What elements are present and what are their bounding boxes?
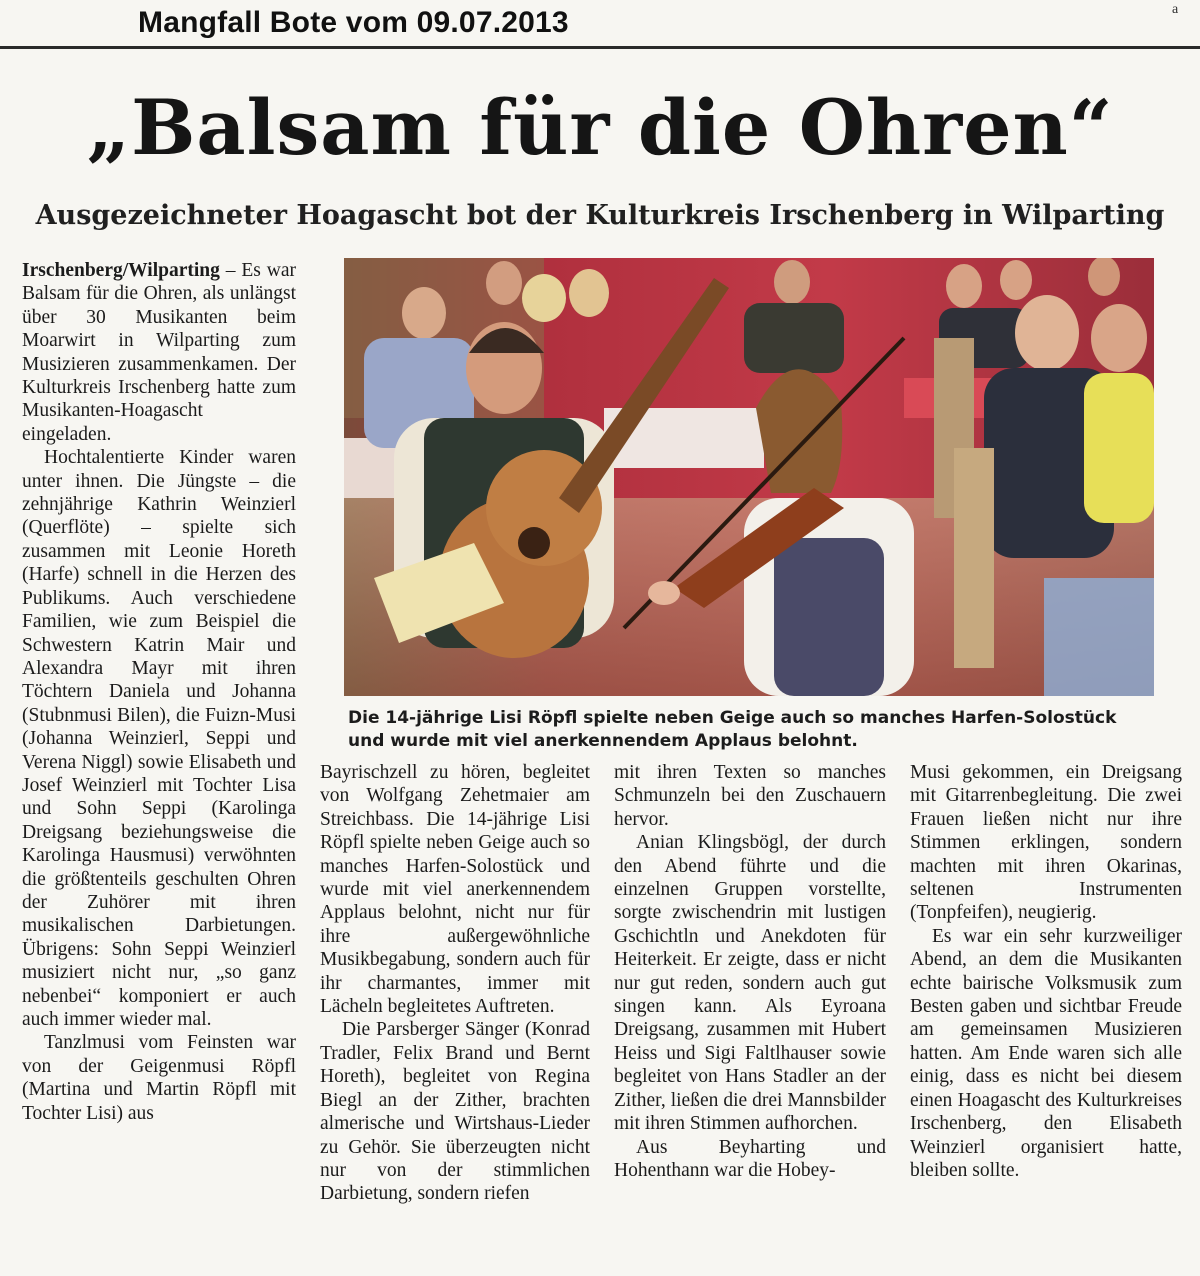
paragraph-4-continued: mit ihren Texten so manches Schmunzeln bei den Zuschauern hervor. [614, 762, 886, 830]
paragraph-3-continued: Bayrischzell zu hören, begleitet von Wolfgang Zehetmaier am Streichbass. Die 14-jährige Lisi Röpfl spielte neben Geige auch so manches Harfen-Solostück und wurde mit viel anerkennendem Applaus belohnt, nicht nur für ihre außergewöhnliche Musikbegabung, sondern auch für ihr charmantes, immer mit Lächeln begleitetes Auftreten. [320, 762, 590, 1018]
article-photo [344, 258, 1154, 696]
paragraph-1-text: – Es war Balsam für die Ohren, als unlängst über 30 Musikanten beim Moarwirt in Wilparting zum Musizieren zusammenkamen. Der Kulturkreis Irschenberg hatte zum Musikanten-Hoagascht eingeladen. [22, 260, 296, 445]
photo-caption: Die 14-jährige Lisi Röpfl spielte neben Geige auch so manches Harfen-Solostück und wurde mit viel anerkennendem Applaus belohnt. [348, 708, 1117, 751]
paragraph-5: Anian Klingsbögl, der durch den Abend führte und die einzelnen Gruppen vorstellte, sorgte zwischendrin mit lustigen Gschichtln und Anekdoten für Heiterkeit. Er zeigte, dass er nicht nur gut reden, sondern auch gut singen kann. Als Eyroana Dreigsang, zusammen mit Hubert Heiss und Sigi Faltlhauser sowie begleitet von Hans Stadler an der Zither, ließen die drei Mannsbilder mit ihren Stimmen aufhorchen. [614, 832, 886, 1135]
article-subheadline: Ausgezeichneter Hoagascht bot der Kulturkreis Irschenberg in Wilparting [35, 200, 1165, 231]
paragraph-1 [22, 259, 296, 446]
text-column-1 [22, 259, 296, 1125]
article-headline: „Balsam für die Ohren“ [86, 83, 1114, 172]
photo-illustration [344, 258, 1154, 696]
publication-header: Mangfall Bote vom 09.07.2013 [138, 6, 569, 39]
paragraph-3-start: Tanzlmusi vom Feinsten war von der Geigenmusi Röpfl (Martina und Martin Röpfl mit Tochter Lisi) aus [22, 1032, 296, 1124]
paragraph-2: Hochtalentierte Kinder waren unter ihnen. Die Jüngste – die zehnjährige Kathrin Weinzierl (Querflöte) – spielte sich zusammen mit Leonie Horeth (Harfe) schnell in die Herzen des Publikums. Auch verschiedene Familien, wie zum Beispiel die Schwestern Katrin Mair und Alexandra Mayr mit ihren Töchtern Daniela und Johanna (Stubnmusi Bilen), die Fuizn-Musi (Johanna Weinzierl, Seppi und Verena Niggl) sowie Elisabeth und Josef Weinzierl mit Tochter Lisa und Sohn Seppi (Karolinga Dreigsang beziehungsweise die Karolinga Hausmusi) verwöhnten die größtenteils geschulten Ohren der Zuhörer mit ihren musikalischen Darbietungen. Übrigens: Sohn Seppi Weinzierl musiziert nicht nur, „so ganz nebenbei“ komponiert er auch auch immer wieder mal. [22, 447, 296, 1030]
paragraph-6-continued: Musi gekommen, ein Dreigsang mit Gitarrenbegleitung. Die zwei Frauen ließen nicht nur ihre Stimmen erklingen, sondern machten mit ihren Okarinas, seltenen Instrumenten (Tonpfeifen), neugierig. [910, 762, 1182, 924]
text-column-2 [320, 761, 590, 1206]
paragraph-6-start: Aus Beyharting und Hohenthann war die Hobey- [614, 1136, 886, 1181]
header-rule [0, 46, 1200, 49]
paragraph-4-start: Die Parsberger Sänger (Konrad Tradler, Felix Brand und Bernt Horeth), begleitet von Regina Biegl an der Zither, brachten almerische und Wirtshaus-Lieder zu Gehör. Sie überzeugten nicht nur von der stimmlichen Darbietung, sondern riefen [320, 1019, 590, 1205]
text-column-3 [614, 761, 886, 1182]
paragraph-7: Es war ein sehr kurzweiliger Abend, an dem die Musikanten echte bairische Volksmusik zum Besten gaben und sichtbar Freude am gemeinsamen Musizieren hatten. Am Ende waren sich alle einig, dass es nicht bei diesem einen Hoagascht des Kulturkreises Irschenberg, den Elisabeth Weinzierl organisiert hatte, bleiben sollte. [910, 925, 1182, 1181]
page-letter: a [1172, 2, 1179, 17]
text-column-4 [910, 761, 1182, 1182]
dateline: Irschenberg/Wilparting [22, 260, 220, 281]
